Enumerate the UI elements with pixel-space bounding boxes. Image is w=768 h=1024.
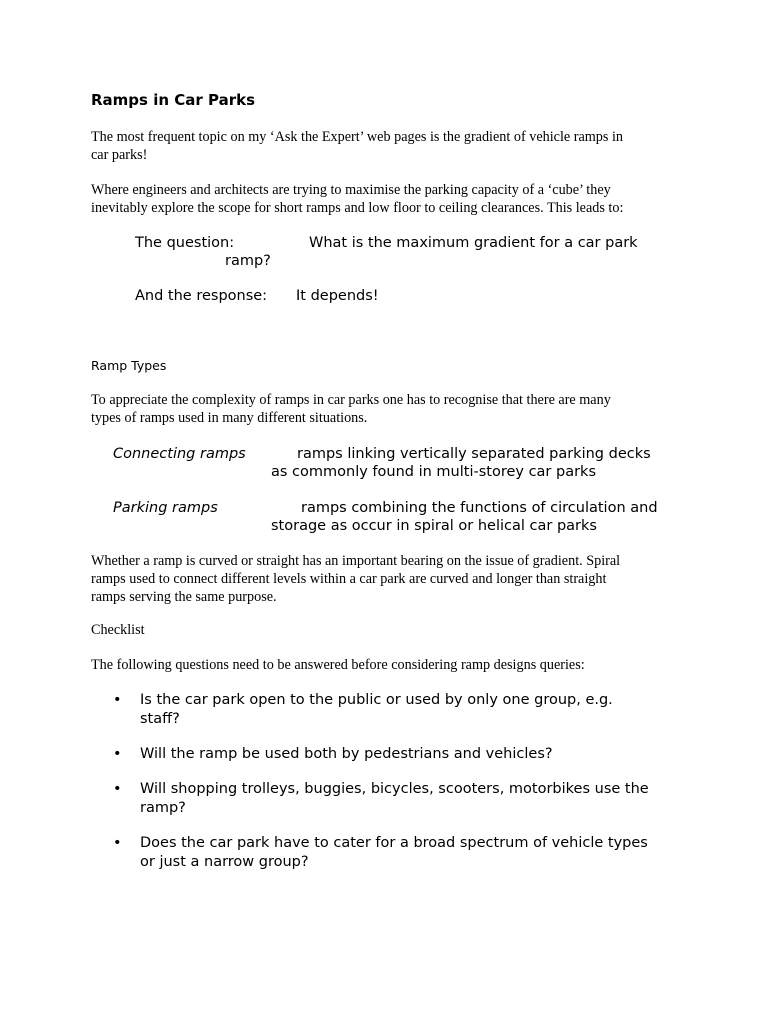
context-line: inevitably explore the scope for short ramps and low floor to ceiling clearances. This leads to: [91,200,624,216]
checklist-item-text-continued: or just a narrow group? [140,854,309,870]
intro-paragraph [91,128,671,164]
question-text-continued: ramp? [225,253,271,269]
ramp-types-intro-line: To appreciate the complexity of ramps in car parks one has to recognise that there are many [91,392,611,408]
ramp-types-intro-line: types of ramps used in many different situations. [91,410,368,426]
checklist-item-text: Does the car park have to cater for a broad spectrum of vehicle types [140,835,648,851]
bullet-icon: • [113,781,122,797]
intro-line: The most frequent topic on my ‘Ask the Expert’ web pages is the gradient of vehicle ramps in [91,129,624,145]
ramp-definition-connecting: ramps linking vertically separated parking decks [297,446,651,462]
checklist-item-text-continued: staff? [140,711,180,727]
section-heading-checklist: Checklist [91,622,145,638]
curved-ramp-line: ramps serving the same purpose. [91,589,277,605]
question-text: What is the maximum gradient for a car park [309,235,638,251]
checklist-intro-line: The following questions need to be answered before considering ramp designs queries: [91,657,585,673]
curved-ramp-line: ramps used to connect different levels within a car park are curved and longer than straight [91,571,607,587]
ramp-term-connecting: Connecting ramps [113,446,246,462]
ramp-definition-parking: ramps combining the functions of circulation and [301,500,658,516]
ramp-definition-connecting-continued: as commonly found in multi-storey car parks [271,464,597,480]
page-title: Ramps in Car Parks [91,91,255,109]
intro-line: car parks! [91,147,148,163]
bullet-icon: • [113,835,122,851]
response-text: It depends! [296,288,379,304]
context-paragraph [91,181,671,217]
ramp-term-parking: Parking ramps [113,500,218,516]
checklist-item [113,780,693,818]
bullet-icon: • [113,692,122,708]
checklist-intro [91,656,671,674]
checklist-item [113,834,693,872]
checklist-item-text-continued: ramp? [140,800,186,816]
bullet-icon: • [113,746,122,762]
ramp-types-intro [91,391,671,427]
checklist-item [113,691,693,729]
checklist-item-text: Will the ramp be used both by pedestrians and vehicles? [140,746,553,762]
checklist-item-text: Is the car park open to the public or used by only one group, e.g. [140,692,613,708]
ramp-definition-parking-continued: storage as occur in spiral or helical car parks [271,518,597,534]
checklist-item-text: Will shopping trolleys, buggies, bicycles, scooters, motorbikes use the [140,781,649,797]
context-line: Where engineers and architects are trying to maximise the parking capacity of a ‘cube’ they [91,182,611,198]
curved-ramp-line: Whether a ramp is curved or straight has an important bearing on the issue of gradient. Spiral [91,553,621,569]
question-label: The question: [135,235,235,251]
curved-ramp-paragraph [91,552,671,606]
section-heading-ramp-types: Ramp Types [91,358,167,373]
checklist-item [113,745,693,764]
response-label: And the response: [135,288,268,304]
checklist-bullet-list [113,691,693,888]
